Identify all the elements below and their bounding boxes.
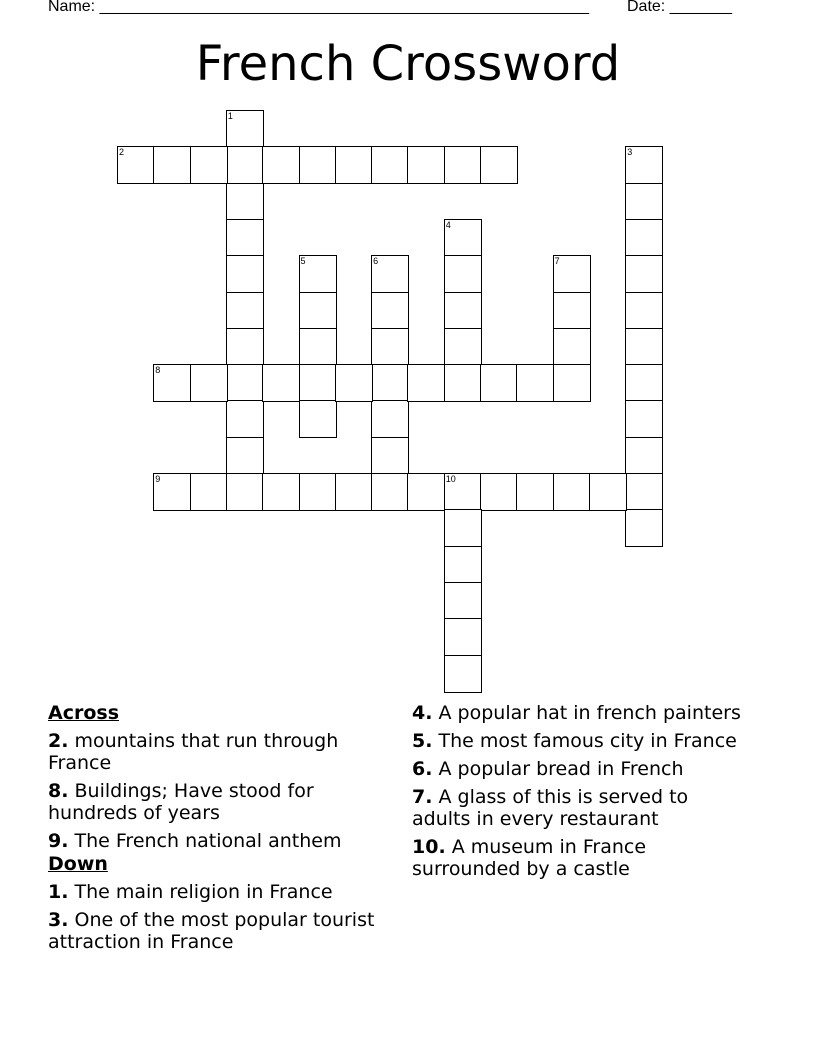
clue-text: The most famous city in France xyxy=(438,730,737,752)
clue-down-5 xyxy=(412,730,742,752)
cell-number: 9 xyxy=(155,474,161,484)
crossword-cell[interactable] xyxy=(407,473,445,511)
clue-down-4 xyxy=(412,702,742,724)
crossword-cell[interactable] xyxy=(299,364,337,402)
crossword-cell[interactable] xyxy=(299,400,337,438)
clue-number: 5. xyxy=(412,730,433,752)
clue-text: A popular bread in French xyxy=(438,758,684,780)
crossword-cell[interactable] xyxy=(480,146,518,184)
page-title: French Crossword xyxy=(195,36,621,92)
crossword-cell[interactable] xyxy=(226,110,264,148)
clue-across-9 xyxy=(48,830,388,852)
crossword-cell[interactable] xyxy=(226,292,264,330)
crossword-cell[interactable] xyxy=(117,146,155,184)
clues-left-column xyxy=(48,702,388,953)
crossword-cell[interactable] xyxy=(444,618,482,656)
clue-down-7 xyxy=(412,786,742,830)
crossword-cell[interactable] xyxy=(589,473,627,511)
crossword-cell[interactable] xyxy=(444,328,482,366)
cell-number: 1 xyxy=(227,111,233,121)
clue-number: 10. xyxy=(412,836,446,858)
clue-down-10 xyxy=(412,836,742,880)
crossword-cell[interactable] xyxy=(299,292,337,330)
clue-number: 3. xyxy=(48,909,69,931)
crossword-cell[interactable] xyxy=(226,473,264,511)
crossword-cell[interactable] xyxy=(444,292,482,330)
crossword-cell[interactable] xyxy=(625,400,663,438)
crossword-cell[interactable] xyxy=(226,400,264,438)
crossword-cell[interactable] xyxy=(553,292,591,330)
crossword-cell[interactable] xyxy=(190,473,228,511)
crossword-cell[interactable] xyxy=(371,364,409,402)
clue-number: 2. xyxy=(48,730,69,752)
crossword-cell[interactable] xyxy=(625,437,663,475)
crossword-cell[interactable] xyxy=(625,146,663,184)
clue-down-1 xyxy=(48,881,388,903)
crossword-cell[interactable] xyxy=(226,255,264,293)
crossword-cell[interactable] xyxy=(444,219,482,257)
crossword-cell[interactable] xyxy=(553,364,591,402)
clue-number: 4. xyxy=(412,702,433,724)
crossword-cell[interactable] xyxy=(625,292,663,330)
crossword-cell[interactable] xyxy=(625,219,663,257)
crossword-cell[interactable] xyxy=(371,328,409,366)
clue-number: 7. xyxy=(412,786,433,808)
crossword-cell[interactable] xyxy=(226,183,264,221)
name-field: Name: _______________________________________________________ xyxy=(48,0,589,15)
cell-number: 6 xyxy=(373,256,379,267)
clue-text: The main religion in France xyxy=(74,881,333,903)
clues-right-column xyxy=(412,702,742,880)
crossword-cell[interactable] xyxy=(444,582,482,620)
crossword-cell[interactable] xyxy=(299,255,337,293)
cell-number: 10 xyxy=(445,474,456,484)
cell-number: 7 xyxy=(554,256,560,267)
crossword-cell[interactable] xyxy=(153,473,191,511)
crossword-cell[interactable] xyxy=(444,509,482,547)
crossword-cell[interactable] xyxy=(335,364,373,402)
across-heading: Across xyxy=(48,702,120,724)
crossword-cell[interactable] xyxy=(226,219,264,257)
crossword-cell[interactable] xyxy=(444,255,482,293)
crossword-cell[interactable] xyxy=(190,146,228,184)
clue-number: 1. xyxy=(48,881,69,903)
crossword-cell[interactable] xyxy=(371,146,409,184)
crossword-cell[interactable] xyxy=(371,292,409,330)
clue-text: Buildings; Have stood for hundreds of years xyxy=(48,780,314,824)
crossword-cell[interactable] xyxy=(335,146,373,184)
crossword-cell[interactable] xyxy=(299,473,337,511)
crossword-cell[interactable] xyxy=(625,509,663,547)
clue-down-6 xyxy=(412,758,742,780)
crossword-cell[interactable] xyxy=(625,328,663,366)
crossword-cell[interactable] xyxy=(371,473,409,511)
crossword-cell[interactable] xyxy=(226,146,264,184)
crossword-cell[interactable] xyxy=(553,473,591,511)
crossword-cell[interactable] xyxy=(480,364,518,402)
clue-number: 9. xyxy=(48,830,69,852)
crossword-cell[interactable] xyxy=(153,146,191,184)
clue-text: A glass of this is served to adults in every restaurant xyxy=(412,786,689,830)
cell-number: 5 xyxy=(300,256,306,267)
crossword-cell[interactable] xyxy=(444,364,482,402)
crossword-cell[interactable] xyxy=(444,655,482,693)
crossword-cell[interactable] xyxy=(625,255,663,293)
cell-number: 3 xyxy=(627,147,633,158)
clue-across-2 xyxy=(48,730,388,774)
crossword-cell[interactable] xyxy=(516,364,554,402)
crossword-cell[interactable] xyxy=(625,473,663,511)
crossword-cell[interactable] xyxy=(371,255,409,293)
crossword-cell[interactable] xyxy=(371,400,409,438)
crossword-cell[interactable] xyxy=(262,364,300,402)
date-field: Date: _______ xyxy=(627,0,732,15)
clue-text: A popular hat in french painters xyxy=(438,702,741,724)
crossword-cell[interactable] xyxy=(226,328,264,366)
crossword-cell[interactable] xyxy=(553,255,591,293)
clue-text: mountains that run through France xyxy=(48,730,339,774)
crossword-cell[interactable] xyxy=(153,364,191,402)
crossword-cell[interactable] xyxy=(262,473,300,511)
crossword-cell[interactable] xyxy=(262,146,300,184)
clue-text: One of the most popular tourist attraction in France xyxy=(48,909,375,953)
crossword-cell[interactable] xyxy=(444,546,482,584)
crossword-cell[interactable] xyxy=(190,364,228,402)
clue-number: 6. xyxy=(412,758,433,780)
crossword-cell[interactable] xyxy=(371,437,409,475)
crossword-cell[interactable] xyxy=(625,364,663,402)
crossword-cell[interactable] xyxy=(226,437,264,475)
crossword-cell[interactable] xyxy=(335,473,373,511)
clue-down-3 xyxy=(48,909,388,953)
clue-text: The French national anthem xyxy=(74,830,342,852)
clue-number: 8. xyxy=(48,780,69,802)
crossword-cell[interactable] xyxy=(444,146,482,184)
crossword-cell[interactable] xyxy=(226,364,264,402)
crossword-cell[interactable] xyxy=(444,473,482,511)
cell-number: 4 xyxy=(445,219,451,230)
crossword-cell[interactable] xyxy=(480,473,518,511)
clue-text: A museum in France surrounded by a castle xyxy=(412,836,647,880)
cell-number: 8 xyxy=(155,365,161,376)
crossword-cell[interactable] xyxy=(407,364,445,402)
crossword-cell[interactable] xyxy=(625,183,663,221)
crossword-cell[interactable] xyxy=(516,473,554,511)
crossword-cell[interactable] xyxy=(299,328,337,366)
crossword-cell[interactable] xyxy=(553,328,591,366)
crossword-cell[interactable] xyxy=(407,146,445,184)
crossword-cell[interactable] xyxy=(299,146,337,184)
cell-number: 2 xyxy=(119,147,125,158)
clue-across-8 xyxy=(48,780,388,824)
down-heading: Down xyxy=(48,853,108,875)
